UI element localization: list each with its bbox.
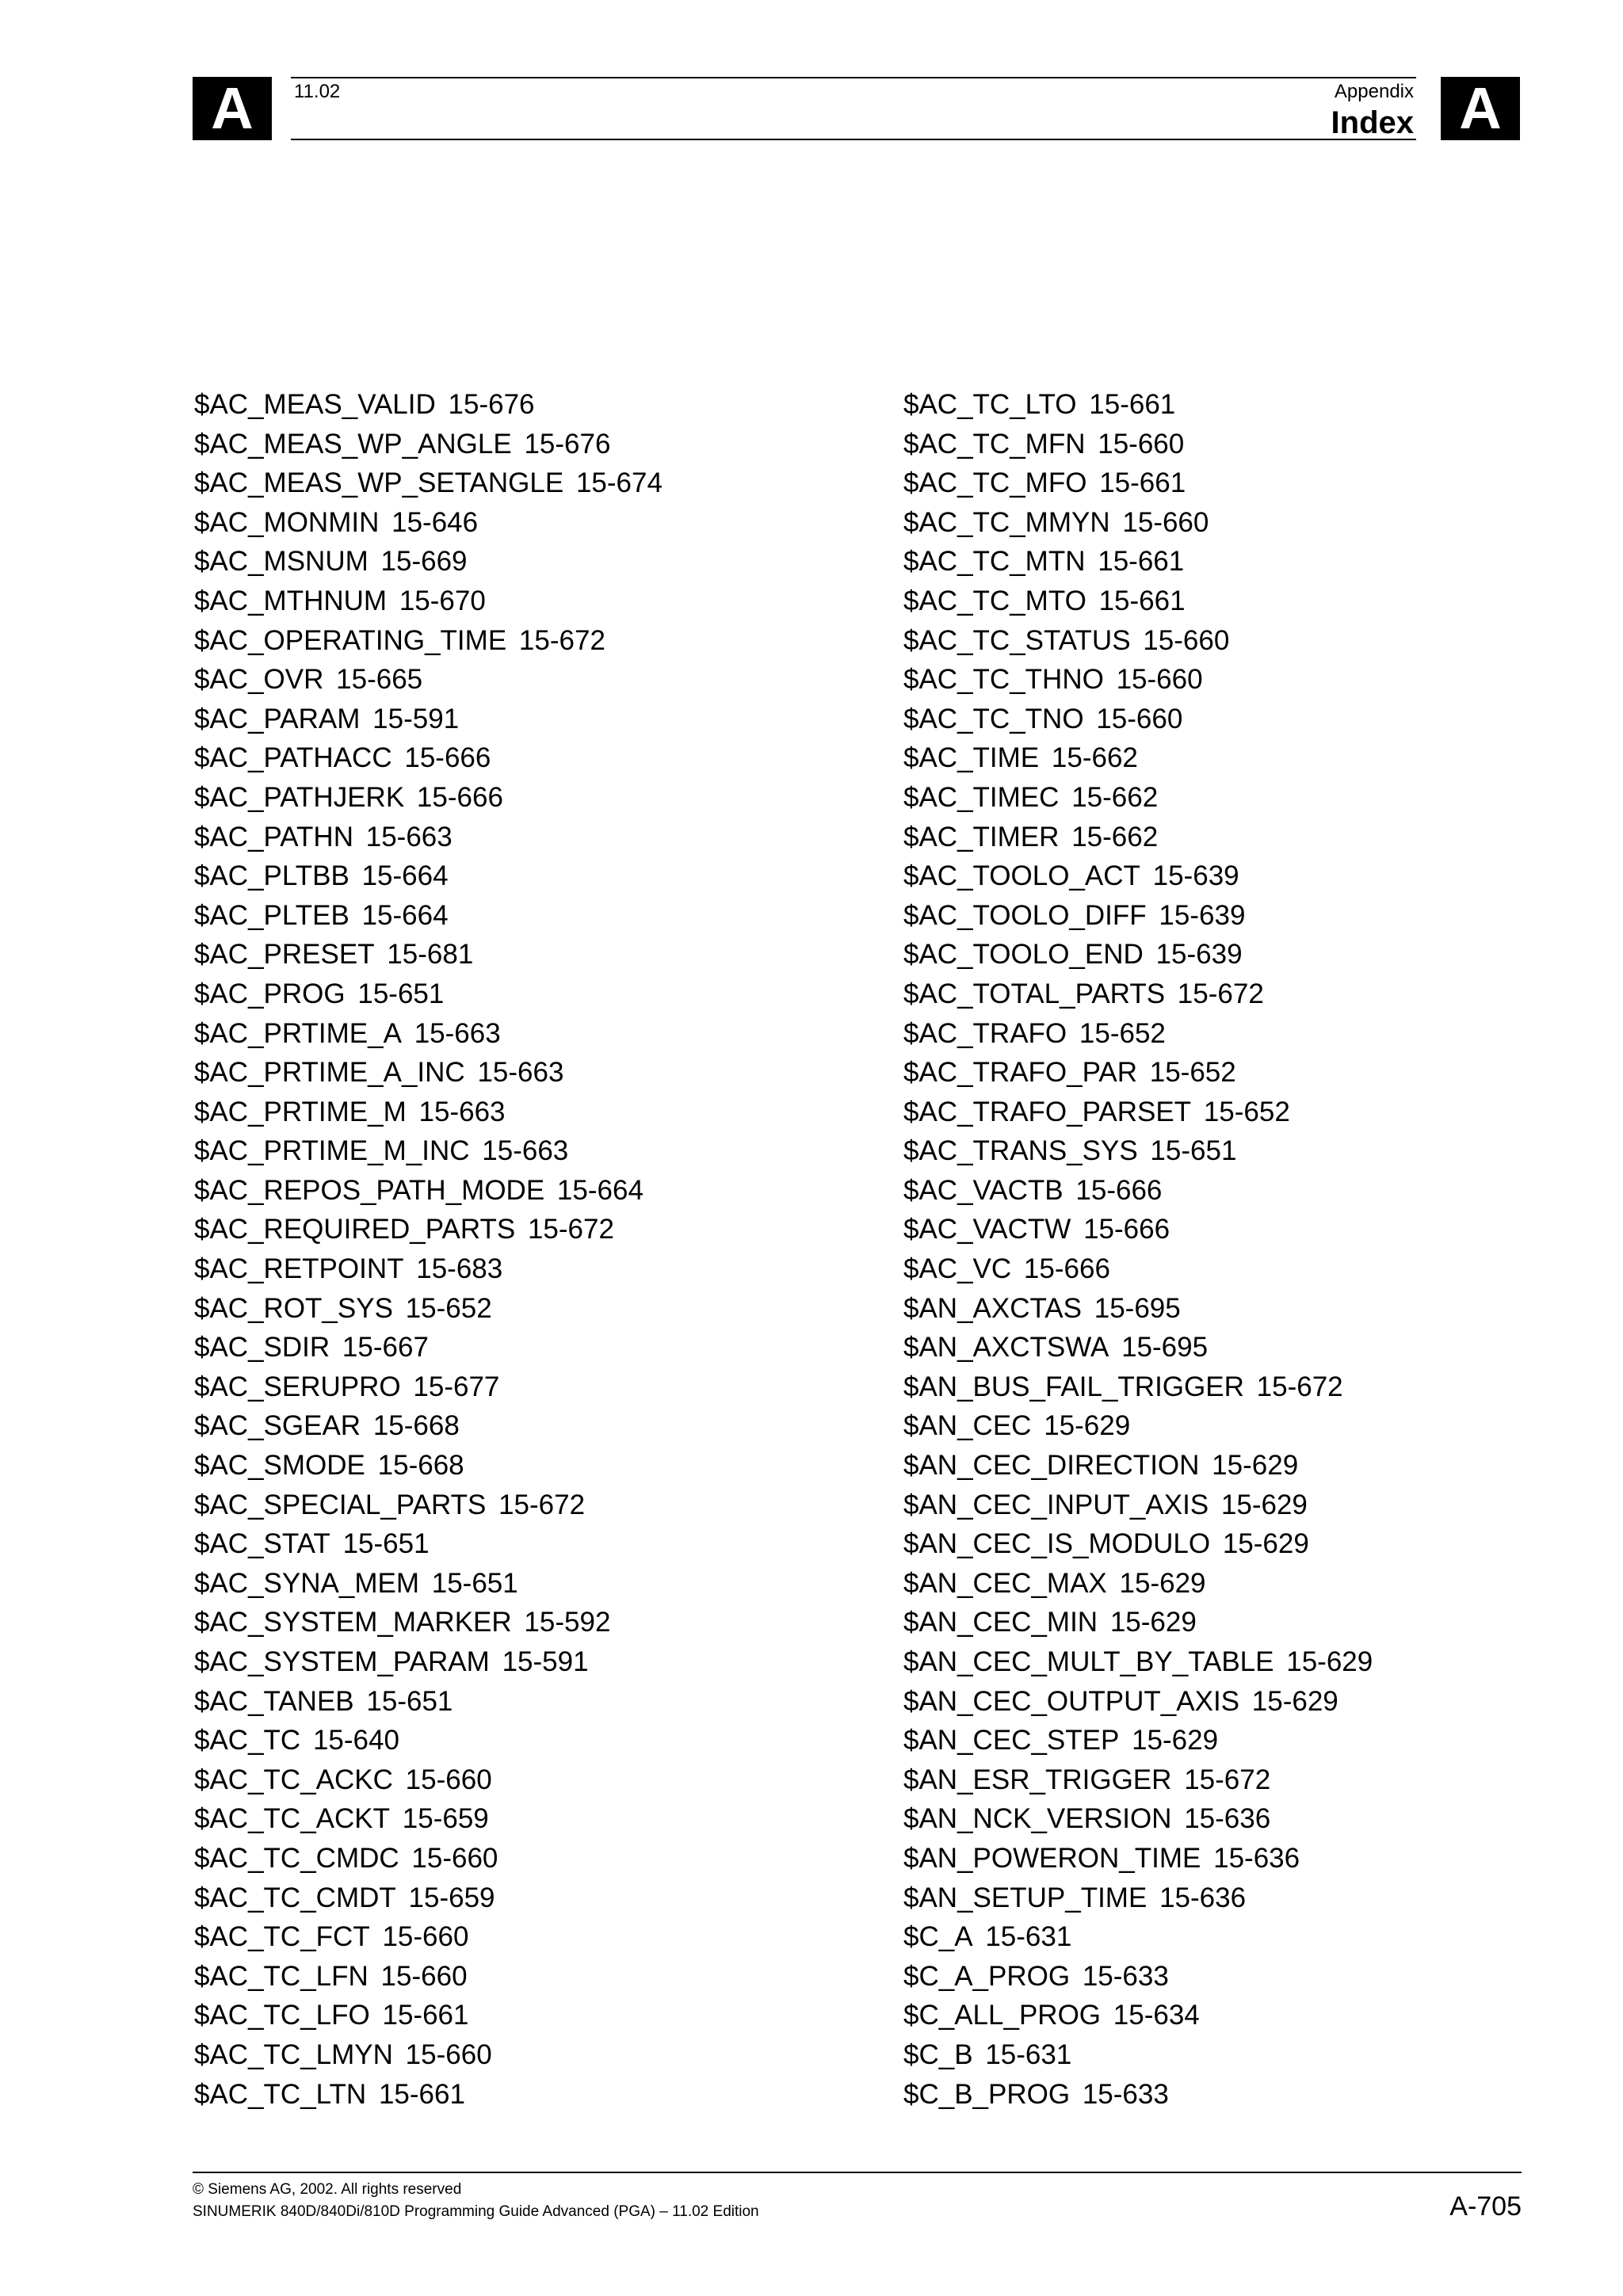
index-page-ref: 15-661 <box>378 2078 465 2110</box>
index-page-ref: 15-677 <box>413 1371 500 1402</box>
index-page-ref: 15-666 <box>1023 1253 1110 1285</box>
index-page-ref: 15-668 <box>372 1410 460 1442</box>
index-page-ref: 15-668 <box>377 1450 464 1482</box>
index-entry <box>194 385 876 425</box>
index-page-ref: 15-629 <box>1132 1725 1219 1756</box>
index-entry <box>903 1524 1601 1564</box>
index-entry <box>194 1328 876 1367</box>
index-page-ref: 15-634 <box>1113 2000 1200 2031</box>
index-page-ref: 15-665 <box>336 664 423 696</box>
index-page-ref: 15-666 <box>1075 1174 1163 1206</box>
index-term: $AC_SGEAR <box>194 1410 361 1442</box>
footer-guide-title: SINUMERIK 840D/840Di/810D Programming Guide Advanced (PGA) – 11.02 Edition <box>193 2203 759 2220</box>
index-term: $AC_TC_MFN <box>903 428 1086 460</box>
index-term: $AC_TIMEC <box>903 781 1060 813</box>
index-entry <box>194 1406 876 1446</box>
index-entry <box>194 1131 876 1171</box>
index-term: $C_B_PROG <box>903 2078 1071 2110</box>
index-page-ref: 15-629 <box>1286 1646 1373 1677</box>
index-page-ref: 15-660 <box>405 2039 492 2070</box>
index-page-ref: 15-591 <box>502 1646 589 1677</box>
index-term: $AN_CEC_MULT_BY_TABLE <box>903 1646 1274 1677</box>
index-entry <box>194 1996 876 2035</box>
index-entry <box>194 1014 876 1054</box>
footer-rule <box>193 2172 1522 2173</box>
index-entry <box>903 1289 1601 1329</box>
index-page-ref: 15-629 <box>1220 1489 1308 1520</box>
index-term: $AN_BUS_FAIL_TRIGGER <box>903 1371 1244 1402</box>
index-page-ref: 15-629 <box>1109 1607 1197 1638</box>
index-term: $AC_REQUIRED_PARTS <box>194 1214 516 1245</box>
index-page-ref: 15-676 <box>448 389 535 420</box>
index-entry <box>194 463 876 503</box>
index-term: $AC_MTHNUM <box>194 585 388 616</box>
index-page-ref: 15-639 <box>1155 939 1243 971</box>
index-page-ref: 15-651 <box>1150 1135 1237 1167</box>
index-entry <box>903 1878 1601 1918</box>
index-entry <box>903 700 1601 739</box>
index-entry <box>903 1603 1601 1642</box>
index-entry <box>903 935 1601 974</box>
index-entry <box>903 1328 1601 1367</box>
index-page-ref: 15-672 <box>1184 1764 1271 1795</box>
index-entry <box>903 1053 1601 1093</box>
index-term: $AC_RETPOINT <box>194 1253 404 1285</box>
index-term: $AC_PLTBB <box>194 860 349 892</box>
index-entry <box>194 425 876 464</box>
index-term: $AC_REPOS_PATH_MODE <box>194 1174 545 1206</box>
index-page-ref: 15-666 <box>416 781 503 813</box>
index-term: $AC_SMODE <box>194 1450 365 1482</box>
index-entry <box>903 1367 1601 1407</box>
index-page-ref: 15-660 <box>1116 664 1203 696</box>
index-term: $AN_AXCTAS <box>903 1292 1082 1324</box>
index-term: $AC_TC_STATUS <box>903 624 1131 656</box>
index-page-ref: 15-639 <box>1152 860 1239 892</box>
index-term: $AC_SYSTEM_MARKER <box>194 1607 512 1638</box>
index-entry <box>903 425 1601 464</box>
index-term: $AC_PATHJERK <box>194 781 405 813</box>
index-term: $AC_PRESET <box>194 939 375 971</box>
index-page-ref: 15-661 <box>1099 467 1186 499</box>
index-entry <box>903 660 1601 700</box>
index-page-ref: 15-629 <box>1044 1410 1131 1442</box>
index-term: $AC_VC <box>903 1253 1012 1285</box>
index-entry <box>903 1406 1601 1446</box>
index-page-ref: 15-629 <box>1222 1528 1309 1560</box>
index-entry <box>194 896 876 936</box>
index-page-ref: 15-661 <box>1098 546 1185 578</box>
chapter-tab-left: A <box>193 77 272 140</box>
index-term: $AC_PRTIME_M_INC <box>194 1135 470 1167</box>
index-page-ref: 15-672 <box>518 624 605 656</box>
index-term: $AC_TC_TNO <box>903 703 1084 734</box>
index-entry <box>194 1603 876 1642</box>
index-term: $AC_TC <box>194 1725 301 1756</box>
index-term: $AC_PATHACC <box>194 742 392 774</box>
index-term: $AC_TC_CMDT <box>194 1882 396 1913</box>
index-term: $AC_VACTW <box>903 1214 1071 1245</box>
index-term: $AC_STAT <box>194 1528 330 1560</box>
index-entry <box>194 1642 876 1682</box>
index-term: $AC_TC_ACKC <box>194 1764 393 1795</box>
index-entry <box>903 621 1601 661</box>
index-page-ref: 15-681 <box>387 939 474 971</box>
index-term: $AN_CEC_STEP <box>903 1725 1120 1756</box>
index-term: $AN_ESR_TRIGGER <box>903 1764 1172 1795</box>
index-page-ref: 15-670 <box>399 585 486 616</box>
index-entry <box>194 1917 876 1957</box>
index-page-ref: 15-636 <box>1213 1842 1300 1874</box>
index-term: $AC_PRTIME_A <box>194 1017 402 1049</box>
index-term: $AC_SPECIAL_PARTS <box>194 1489 487 1520</box>
index-term: $AN_AXCTSWA <box>903 1332 1109 1363</box>
index-entry <box>903 1957 1601 1997</box>
index-term: $AC_TC_MFO <box>903 467 1087 499</box>
index-page-ref: 15-660 <box>380 1960 468 1992</box>
index-term: $AC_TOTAL_PARTS <box>903 978 1166 1009</box>
index-page-ref: 15-629 <box>1251 1685 1338 1717</box>
index-entry <box>194 1878 876 1918</box>
index-term: $AC_ROT_SYS <box>194 1292 393 1324</box>
index-page-ref: 15-660 <box>1143 624 1230 656</box>
index-page-ref: 15-664 <box>361 860 449 892</box>
index-term: $AC_MEAS_VALID <box>194 389 436 420</box>
index-term: $AC_PATHN <box>194 821 353 852</box>
index-entry <box>194 2075 876 2115</box>
index-page-ref: 15-672 <box>527 1214 614 1245</box>
index-term: $AC_TC_MTO <box>903 585 1086 616</box>
index-page-ref: 15-636 <box>1184 1803 1271 1835</box>
index-term: $AC_SERUPRO <box>194 1371 401 1402</box>
index-term: $AC_PLTEB <box>194 899 349 931</box>
index-page-ref: 15-672 <box>498 1489 586 1520</box>
index-entry <box>903 503 1601 543</box>
index-entry <box>903 974 1601 1014</box>
index-entry <box>903 818 1601 857</box>
index-entry <box>903 2075 1601 2115</box>
index-page-ref: 15-633 <box>1082 1960 1169 1992</box>
index-page-ref: 15-631 <box>985 2039 1072 2070</box>
index-term: $AC_TC_LFO <box>194 2000 370 2031</box>
index-term: $AC_VACTB <box>903 1174 1064 1206</box>
index-page-ref: 15-631 <box>985 1921 1072 1953</box>
index-entry <box>194 2035 876 2075</box>
index-entry <box>903 778 1601 818</box>
index-entry <box>194 1524 876 1564</box>
index-entry <box>194 818 876 857</box>
index-page-ref: 15-651 <box>366 1685 453 1717</box>
index-term: $AN_CEC_DIRECTION <box>903 1450 1200 1482</box>
index-page-ref: 15-659 <box>408 1882 495 1913</box>
page-number: A-705 <box>1449 2191 1522 2222</box>
index-page-ref: 15-664 <box>361 899 449 931</box>
index-term: $AC_TC_THNO <box>903 664 1104 696</box>
index-entry <box>903 582 1601 621</box>
index-term: $AC_TOOLO_DIFF <box>903 899 1147 931</box>
header-date: 11.02 <box>294 81 341 102</box>
index-term: $C_A <box>903 1921 973 1953</box>
index-entry <box>903 385 1601 425</box>
index-entry <box>903 2035 1601 2075</box>
index-entry <box>903 896 1601 936</box>
index-term: $AC_PRTIME_M <box>194 1096 407 1127</box>
index-entry <box>194 778 876 818</box>
index-entry <box>194 621 876 661</box>
index-term: $AC_PROG <box>194 978 346 1009</box>
index-term: $AN_POWERON_TIME <box>903 1842 1201 1874</box>
index-page-ref: 15-666 <box>1083 1214 1170 1245</box>
index-entry <box>903 1210 1601 1249</box>
index-page-ref: 15-652 <box>1149 1057 1236 1089</box>
index-entry <box>903 542 1601 582</box>
index-page-ref: 15-629 <box>1212 1450 1299 1482</box>
index-term: $AC_OVR <box>194 664 324 696</box>
index-entry <box>903 738 1601 778</box>
index-entry <box>194 1957 876 1997</box>
index-entry <box>194 1721 876 1760</box>
index-column-right <box>903 385 1601 2114</box>
index-page-ref: 15-651 <box>431 1567 518 1599</box>
index-term: $AC_SYNA_MEM <box>194 1567 419 1599</box>
index-page-ref: 15-592 <box>524 1607 611 1638</box>
index-page-ref: 15-636 <box>1159 1882 1247 1913</box>
index-page-ref: 15-695 <box>1094 1292 1181 1324</box>
index-entry <box>903 1917 1601 1957</box>
index-page-ref: 15-646 <box>391 506 479 538</box>
index-term: $AN_NCK_VERSION <box>903 1803 1172 1835</box>
index-term: $AC_MONMIN <box>194 506 380 538</box>
index-term: $AN_CEC <box>903 1410 1032 1442</box>
index-page-ref: 15-660 <box>411 1842 498 1874</box>
index-term: $AC_TC_CMDC <box>194 1842 399 1874</box>
index-entry <box>194 1171 876 1211</box>
index-term: $AC_SDIR <box>194 1332 330 1363</box>
index-page-ref: 15-662 <box>1071 821 1159 852</box>
index-page-ref: 15-651 <box>342 1528 430 1560</box>
index-term: $AC_MEAS_WP_ANGLE <box>194 428 512 460</box>
index-term: $AC_TC_LFN <box>194 1960 369 1992</box>
index-term: $AC_TC_MMYN <box>903 506 1110 538</box>
index-entry <box>903 1014 1601 1054</box>
index-page-ref: 15-640 <box>312 1725 399 1756</box>
index-entry <box>194 1210 876 1249</box>
index-term: $AC_TRAFO_PAR <box>903 1057 1137 1089</box>
index-page-ref: 15-661 <box>1089 389 1176 420</box>
index-term: $AC_TC_ACKT <box>194 1803 391 1835</box>
index-entry <box>903 1093 1601 1132</box>
index-entry <box>194 974 876 1014</box>
index-entry <box>903 1486 1601 1525</box>
index-term: $C_A_PROG <box>903 1960 1071 1992</box>
index-entry <box>194 700 876 739</box>
index-entry <box>194 1682 876 1722</box>
index-entry <box>194 1289 876 1329</box>
index-entry <box>194 1760 876 1800</box>
index-page-ref: 15-674 <box>575 467 663 499</box>
index-page-ref: 15-667 <box>342 1332 429 1363</box>
index-entry <box>903 1682 1601 1722</box>
index-page-ref: 15-639 <box>1159 899 1246 931</box>
index-term: $AN_CEC_INPUT_AXIS <box>903 1489 1209 1520</box>
index-term: $AC_MEAS_WP_SETANGLE <box>194 467 564 499</box>
index-page-ref: 15-664 <box>556 1174 643 1206</box>
index-term: $AN_SETUP_TIME <box>903 1882 1148 1913</box>
index-term: $AN_CEC_OUTPUT_AXIS <box>903 1685 1240 1717</box>
index-term: $AC_TIME <box>903 742 1040 774</box>
index-page-ref: 15-651 <box>357 978 445 1009</box>
index-page-ref: 15-663 <box>482 1135 569 1167</box>
index-entry <box>194 660 876 700</box>
index-entry <box>194 503 876 543</box>
index-term: $AC_OPERATING_TIME <box>194 624 507 656</box>
index-page-ref: 15-669 <box>380 546 468 578</box>
index-page-ref: 15-652 <box>1079 1017 1166 1049</box>
index-entry <box>194 542 876 582</box>
index-term: $AC_TC_FCT <box>194 1921 370 1953</box>
header-rule-top <box>291 77 1416 78</box>
index-page-ref: 15-591 <box>372 703 460 734</box>
index-term: $AC_TIMER <box>903 821 1060 852</box>
index-page-ref: 15-652 <box>405 1292 492 1324</box>
index-page-ref: 15-661 <box>382 2000 469 2031</box>
index-term: $C_B <box>903 2039 973 2070</box>
index-term: $AC_TC_LTO <box>903 389 1077 420</box>
index-entry <box>903 1839 1601 1878</box>
index-term: $AC_TOOLO_ACT <box>903 860 1140 892</box>
index-term: $AC_TC_LTN <box>194 2078 367 2110</box>
header-section: Appendix <box>1334 81 1414 102</box>
index-page-ref: 15-633 <box>1082 2078 1169 2110</box>
index-page-ref: 15-660 <box>1096 703 1183 734</box>
index-entry <box>903 1721 1601 1760</box>
index-page-ref: 15-683 <box>416 1253 503 1285</box>
index-entry <box>903 856 1601 896</box>
index-page-ref: 15-672 <box>1177 978 1264 1009</box>
index-term: $AN_CEC_MIN <box>903 1607 1098 1638</box>
index-entry <box>903 1564 1601 1604</box>
index-page-ref: 15-663 <box>418 1096 506 1127</box>
index-page-ref: 15-629 <box>1119 1567 1206 1599</box>
index-entry <box>194 1486 876 1525</box>
index-term: $AC_TANEB <box>194 1685 354 1717</box>
index-page-ref: 15-659 <box>402 1803 489 1835</box>
index-entry <box>194 738 876 778</box>
index-entry <box>194 1839 876 1878</box>
index-page-ref: 15-695 <box>1121 1332 1209 1363</box>
index-entry <box>903 1171 1601 1211</box>
header-rule-bottom <box>291 139 1416 140</box>
index-term: $AC_PARAM <box>194 703 361 734</box>
index-term: $AC_SYSTEM_PARAM <box>194 1646 490 1677</box>
index-term: $AN_CEC_MAX <box>903 1567 1107 1599</box>
index-page-ref: 15-660 <box>405 1764 492 1795</box>
index-entry <box>194 1446 876 1486</box>
index-entry <box>194 1093 876 1132</box>
index-term: $AC_TRAFO_PARSET <box>903 1096 1192 1127</box>
index-term: $AC_TOOLO_END <box>903 939 1144 971</box>
index-term: $C_ALL_PROG <box>903 2000 1102 2031</box>
index-term: $AN_CEC_IS_MODULO <box>903 1528 1211 1560</box>
index-entry <box>194 1799 876 1839</box>
index-entry <box>903 1642 1601 1682</box>
index-entry <box>903 463 1601 503</box>
index-entry <box>903 1131 1601 1171</box>
index-entry <box>903 1249 1601 1289</box>
footer-copyright: © Siemens AG, 2002. All rights reserved <box>193 2181 462 2198</box>
index-entry <box>903 1996 1601 2035</box>
index-page-ref: 15-660 <box>1122 506 1209 538</box>
index-term: $AC_TC_MTN <box>903 546 1086 578</box>
index-term: $AC_MSNUM <box>194 546 369 578</box>
index-page-ref: 15-662 <box>1071 781 1159 813</box>
index-page-ref: 15-652 <box>1203 1096 1290 1127</box>
index-page-ref: 15-661 <box>1098 585 1186 616</box>
index-page-ref: 15-660 <box>382 1921 469 1953</box>
index-entry <box>194 856 876 896</box>
chapter-tab-right: A <box>1441 77 1520 140</box>
index-term: $AC_TRAFO <box>903 1017 1067 1049</box>
index-page-ref: 15-663 <box>477 1057 564 1089</box>
index-entry <box>903 1760 1601 1800</box>
index-page-ref: 15-662 <box>1051 742 1138 774</box>
index-page-ref: 15-660 <box>1098 428 1185 460</box>
page-title: Index <box>1331 105 1414 140</box>
index-entry <box>194 935 876 974</box>
index-entry <box>194 1249 876 1289</box>
index-term: $AC_TC_LMYN <box>194 2039 393 2070</box>
index-entry <box>903 1446 1601 1486</box>
index-term: $AC_TRANS_SYS <box>903 1135 1138 1167</box>
index-entry <box>903 1799 1601 1839</box>
index-entry <box>194 1564 876 1604</box>
index-entry <box>194 1053 876 1093</box>
index-entry <box>194 582 876 621</box>
index-page-ref: 15-676 <box>524 428 611 460</box>
index-entry <box>194 1367 876 1407</box>
index-column-left <box>194 385 876 2114</box>
index-page-ref: 15-666 <box>404 742 491 774</box>
index-page-ref: 15-663 <box>414 1017 501 1049</box>
index-page-ref: 15-663 <box>365 821 453 852</box>
index-term: $AC_PRTIME_A_INC <box>194 1057 465 1089</box>
index-page-ref: 15-672 <box>1256 1371 1343 1402</box>
